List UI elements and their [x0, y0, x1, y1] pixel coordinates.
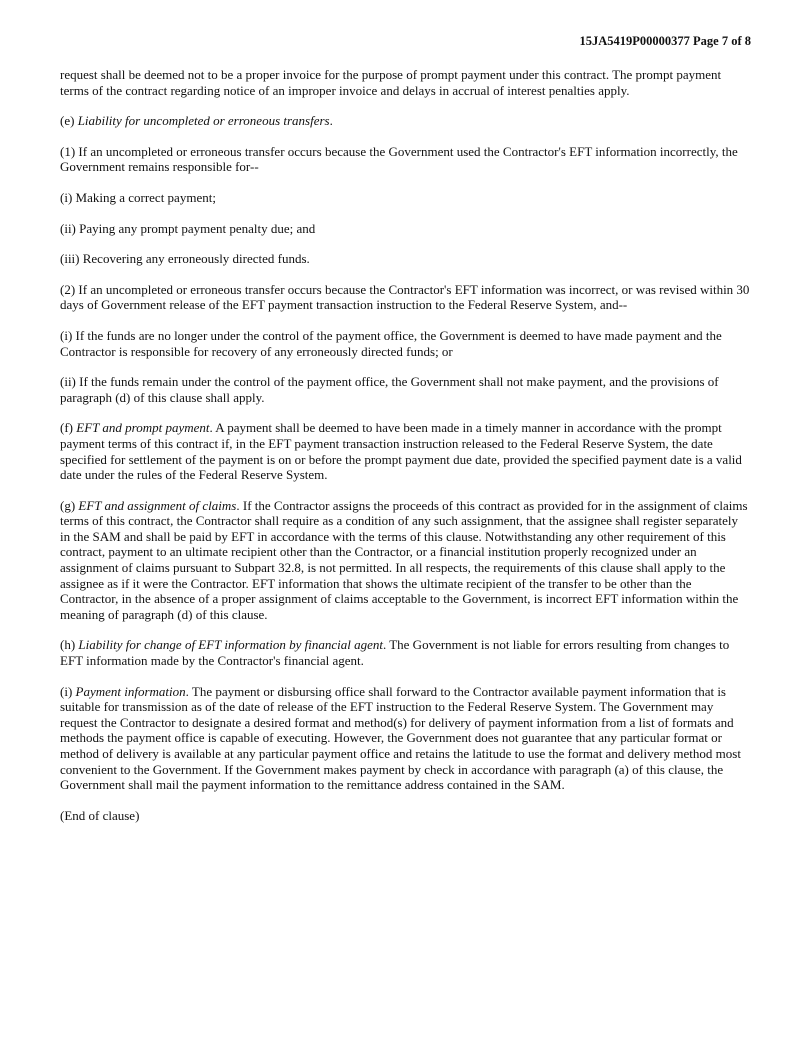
paragraph-heading-italic: Payment information — [75, 683, 186, 699]
paragraph-text: . The payment or disbursing office shall forward to the Contractor available payment information that is suitable for transmission as of the date of release of the EFT instruction to the Federal Reserve System. The Government may request the Contractor to designate a desired format and method(s) for delivery of payment information from a list of formats and methods the payment office is capable of executing. However, the Government does not guarantee that any particular format or method of delivery is available at any particular payment office and retains the latitude to use the format and delivery method most convenient to the Government. If the Government makes payment by check in accordance with paragraph (a) of this clause, the Government shall mail the payment information to the remittance address contained in the SAM. — [60, 683, 741, 793]
paragraph-text: . A payment shall be deemed to have been made in a timely manner in accordance with the prompt payment terms of this contract if, in the EFT payment transaction instruction released to the Federal Reserve System, the date specified for settlement of the payment is on or before the prompt payment due date, provided the specified payment date is a valid date under the rules of the Federal Reserve System. — [60, 420, 742, 483]
page-indicator: Page 7 of 8 — [693, 34, 751, 48]
document-body — [60, 67, 751, 823]
paragraph-heading-italic: EFT and assignment of claims — [78, 497, 237, 513]
paragraph-label: (f) — [60, 420, 77, 436]
document-number: 15JA5419P00000377 — [579, 34, 690, 48]
paragraph-i — [60, 684, 751, 793]
paragraph-e-heading — [60, 113, 751, 129]
paragraph-e1: (1) If an uncompleted or erroneous transfer occurs because the Government used the Contractor's EFT information incorrectly, the Government remains responsible for-- — [60, 143, 738, 175]
end-of-clause: (End of clause) — [60, 807, 140, 823]
paragraph-e1-ii: (ii) Paying any prompt payment penalty due; and — [60, 220, 316, 236]
paragraph-e1-i: (i) Making a correct payment; — [60, 189, 216, 205]
paragraph-continuation: request shall be deemed not to be a proper invoice for the purpose of prompt payment under this contract. The prompt payment terms of the contract regarding notice of an improper invoice and delays in accrual of interest penalties apply. — [60, 67, 722, 98]
paragraph-heading-italic: Liability for uncompleted or erroneous transfers — [77, 113, 330, 129]
paragraph-e2-i: (i) If the funds are no longer under the control of the payment office, the Government is deemed to have made payment and the Contractor is responsible for recovery of any erroneously directed funds; or — [60, 327, 722, 359]
paragraph-h — [60, 637, 751, 668]
paragraph-text: . The Government is not liable for errors resulting from changes to EFT information made by the Contractor's financial agent. — [60, 637, 730, 669]
paragraph-heading-italic: Liability for change of EFT information by financial agent — [78, 637, 383, 653]
paragraph-label: (i) — [60, 683, 76, 699]
page-header — [60, 34, 751, 49]
paragraph-label: (e) — [60, 113, 78, 129]
paragraph-e1-iii: (iii) Recovering any erroneously directed funds. — [60, 251, 310, 267]
paragraph-text: . If the Contractor assigns the proceeds of this contract as provided for in the assignment of claims terms of this contract, the Contractor shall require as a condition of any such assignment, that the assignee shall register separately in the SAM and shall be paid by EFT in accordance with the terms of this clause. Notwithstanding any other requirement of this contract, payment to an ultimate recipient other than the Contractor, or a financial institution properly recognized under an assignment of claims pursuant to Subpart 32.8, is not permitted. In all respects, the requirements of this clause shall apply to the assignee as if it were the Contractor. EFT information that shows the ultimate recipient of the transfer to be other than the Contractor, in the absence of a proper assignment of claims acceptable to the Government, is incorrect EFT information within the meaning of paragraph (d) of this clause. — [60, 497, 748, 622]
paragraph-e2-ii: (ii) If the funds remain under the control of the payment office, the Government shall not make payment, and the provisions of paragraph (d) of this clause shall apply. — [60, 374, 719, 405]
paragraph-e2: (2) If an uncompleted or erroneous transfer occurs because the Contractor's EFT information was incorrect, or was revised within 30 days of Government release of the EFT payment transaction instruction to the Federal Reserve System, and-- — [60, 281, 750, 313]
paragraph-text: . — [329, 113, 333, 129]
paragraph-label: (h) — [60, 637, 79, 653]
paragraph-label: (g) — [60, 497, 79, 513]
paragraph-heading-italic: EFT and prompt payment — [76, 420, 210, 436]
paragraph-f — [60, 420, 751, 482]
paragraph-g — [60, 498, 751, 623]
